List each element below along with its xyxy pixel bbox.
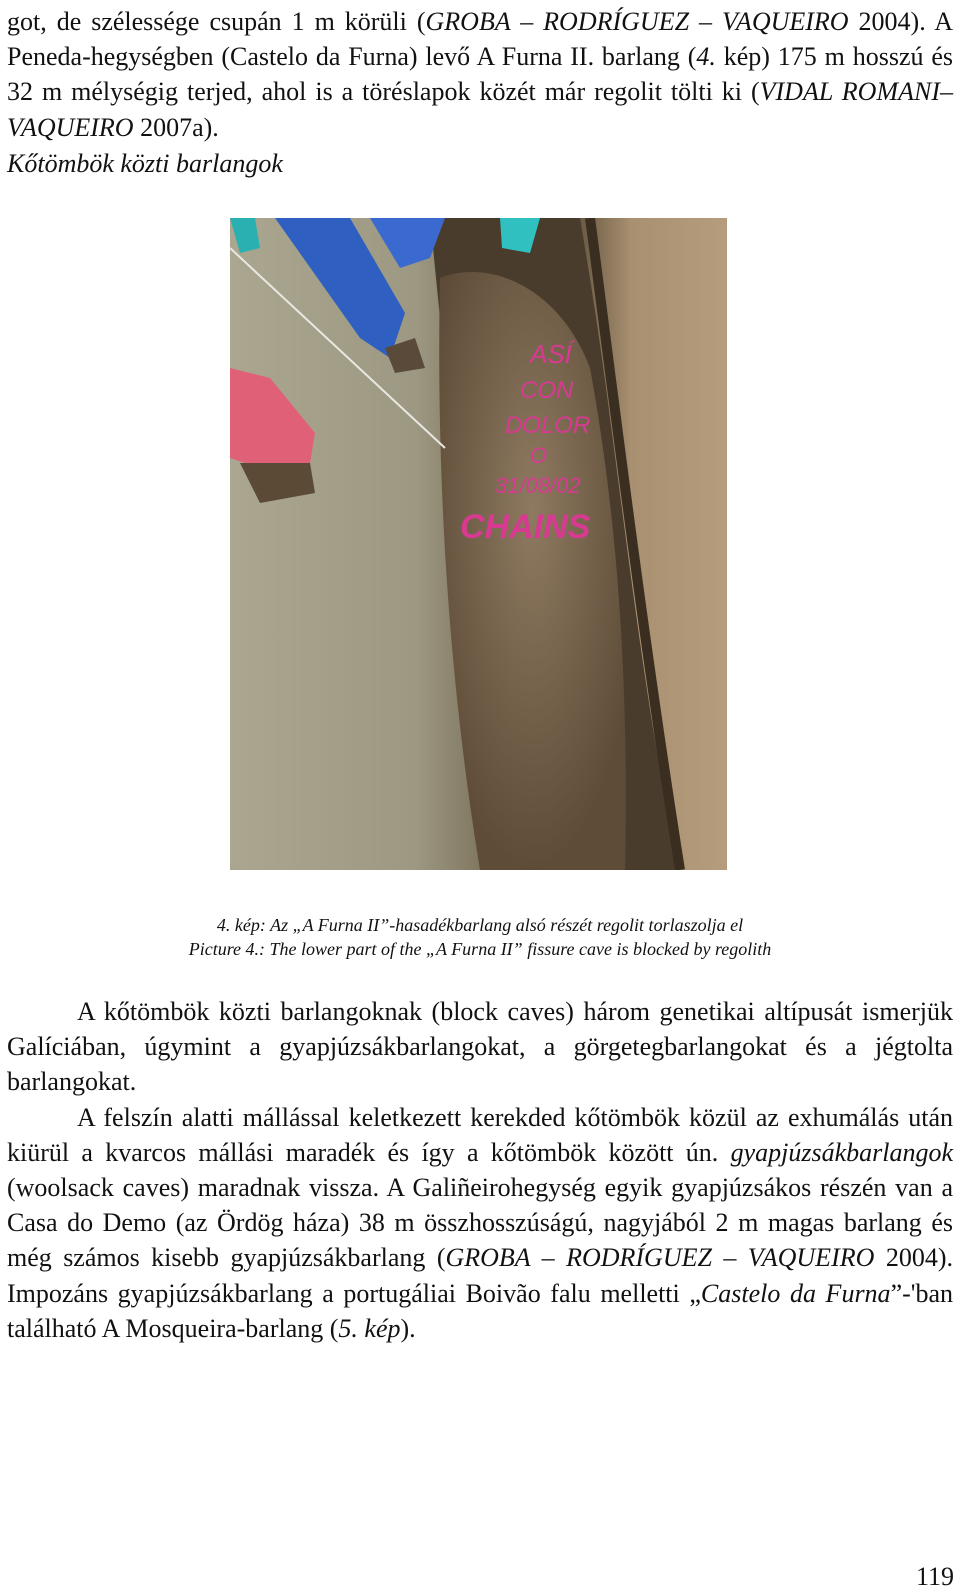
term-woolsack: gyapjúzsákbarlangok <box>730 1137 953 1167</box>
p2-text-4: ”-'ban található A Mosqueira-barlang ( <box>7 1278 953 1343</box>
graffiti-line-6: CHAINS <box>460 508 591 546</box>
figure-caption-english: Picture 4.: The lower part of the „A Furna II” fissure cave is blocked by regolith <box>188 939 772 959</box>
citation-vidal: VIDAL ROMANI–VAQUEIRO <box>7 77 953 142</box>
p2-text-2: (woolsack caves) maradnak vissza. A Galiñeirohegység egyik gyapjúzsákos részén van a Casa do Demo (az Ördög háza) 38 m összhosszúságú, nagyjából 2 m magas barlang és még számos kisebb gyapjúzsákbarlang ( <box>7 1173 953 1273</box>
figure-reference: 4. <box>696 42 716 72</box>
intro-text-2: 2004). A Peneda-hegységben (Castelo da Furna) levő A Furna II. barlang ( <box>7 7 954 72</box>
graffiti-line-3: DOLOR <box>505 412 591 439</box>
paragraph-woolsack-caves <box>7 1100 953 1346</box>
intro-text-4: 2007a). <box>133 112 219 142</box>
figure-caption-hungarian: 4. kép: Az „A Furna II”-hasadékbarlang alsó részét regolit torlaszolja el <box>216 915 744 935</box>
cave-photo-illustration <box>230 218 727 870</box>
intro-text-1: got, de szélessége csupán 1 m körüli ( <box>7 7 426 36</box>
graffiti-line-4: O <box>530 443 548 468</box>
p2-text-1: A felszín alatti mállással keletkezett kerekded kőtömbök közül az exhumálás után kiürül a kvarcos mállási maradék és így a kőtömbök között ún. <box>7 1102 953 1167</box>
citation-groba: GROBA – RODRÍGUEZ – VAQUEIRO <box>425 7 849 36</box>
p2-text-3: 2004). Impozáns gyapjúzsákbarlang a portugáliai Boivão falu melletti „ <box>7 1243 953 1308</box>
p2-text-5: ). <box>400 1313 416 1343</box>
page-number: 119 <box>915 1562 954 1591</box>
intro-paragraph <box>7 4 953 145</box>
graffiti-line-2: CON <box>520 377 574 404</box>
figure-reference-5: 5. kép <box>338 1313 401 1343</box>
cave-photo <box>230 218 727 870</box>
place-name: Castelo da Furna <box>700 1278 891 1308</box>
intro-text-3: kép) 175 m hosszú és 32 m mélységig terjed, ahol is a töréslapok közét már regolit tölti ki ( <box>7 42 953 107</box>
citation-groba-2: GROBA – RODRÍGUEZ – VAQUEIRO <box>445 1243 875 1273</box>
graffiti-line-1: ASÍ <box>530 339 572 369</box>
graffiti-line-5: 31/08/02 <box>495 473 581 498</box>
body-text <box>7 994 953 1346</box>
paragraph-block-caves: A kőtömbök közti barlangoknak (block caves) három genetikai altípusát ismerjük Galíciában, úgymint a gyapjúzsákbarlangokat, a görgetegbarlangokat és a jégtolta barlangokat. <box>7 997 953 1097</box>
section-heading: Kőtömbök közti barlangok <box>7 149 283 178</box>
